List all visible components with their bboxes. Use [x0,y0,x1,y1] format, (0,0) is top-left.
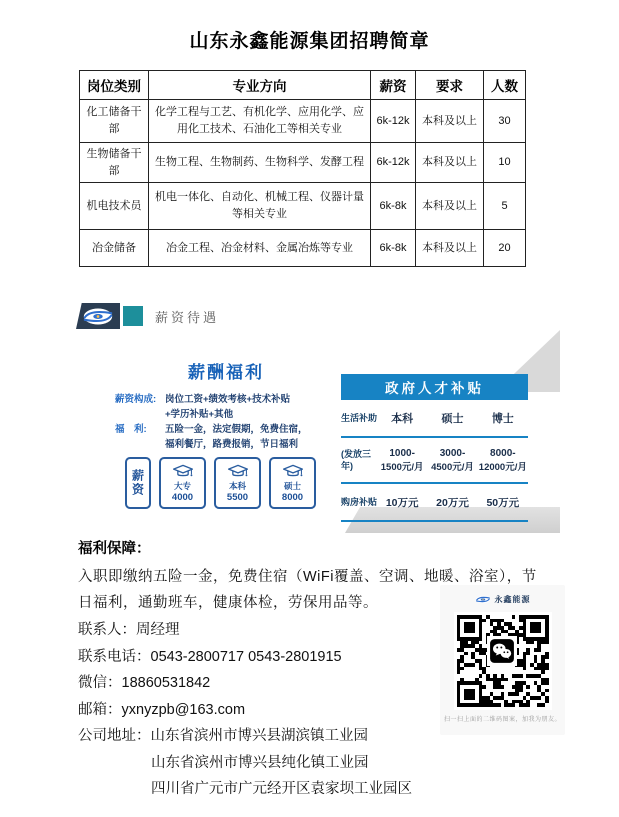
company-logo-icon [76,303,120,329]
housing-value: 10万元 [385,496,419,509]
grant-range-low: 8000- [490,447,516,459]
cell-count: 10 [484,143,526,183]
cell-requirement: 本科及以上 [416,183,484,230]
col-header-salary: 薪资 [371,71,416,100]
cell-count: 20 [484,230,526,267]
grant-value [478,448,528,473]
contact-phone: 联系电话：0543-2800717 0543-2801915 [78,648,342,665]
cell-majors: 冶金工程、冶金材料、金属冶炼等专业 [149,230,371,267]
housing-value: 50万元 [486,496,520,509]
qr-caption: 扫一扫上面的二维码图案，加我为朋友。 [443,717,561,723]
level-amount: 4000 [171,491,194,503]
cell-salary: 6k-8k [371,183,416,230]
cell-position: 生物储备干部 [80,143,149,183]
salary-box: 薪资 [125,457,151,509]
degree-benke: 本科 [391,413,414,425]
level-box-shuoshi [269,457,316,509]
address-label: 公司地址： [78,728,151,744]
cell-requirement: 本科及以上 [416,143,484,183]
table-row [80,143,526,183]
grant-range-high: 12000元/月 [478,461,527,473]
grant-range-high: 1500元/月 [380,461,424,473]
graduation-cap-icon [281,464,305,479]
cell-position: 机电技术员 [80,183,149,230]
graduation-cap-icon [171,464,195,479]
qr-brand-row [440,585,565,605]
grant-period-label: (发放三年) [341,449,371,471]
subsidy-degree-row [341,400,528,436]
address-1: 山东省滨州市博兴县湖滨镇工业园 [150,728,368,744]
jobs-table-header-row [80,71,526,100]
col-header-count: 人数 [484,71,526,100]
eye-swoosh-icon [81,307,115,326]
cell-majors: 机电一体化、自动化、机械工程、仪器计量等相关专业 [149,183,371,230]
grant-value [427,448,477,473]
contact-email: 邮箱：yxnyzpb@163.com [78,701,246,718]
salary-infographic [60,330,560,535]
level-amount: 5500 [226,491,249,503]
subsidy-title: 政府人才补贴 [341,374,528,400]
contact-wechat: 微信：18860531842 [78,675,211,691]
jobs-table [79,70,526,267]
divider [341,520,528,522]
structure-line2: +学历补贴+其他 [165,409,234,420]
cell-majors: 化学工程与工艺、有机化学、应用化学、应用化工技术、石油化工等相关专业 [149,100,371,143]
col-header-requirement: 要求 [416,71,484,100]
cell-position: 化工储备干部 [80,100,149,143]
cell-salary: 6k-12k [371,100,416,143]
table-row [80,100,526,143]
degree-boshi: 博士 [491,413,514,425]
subsidy-grant-row [341,438,528,482]
wechat-qr-card [440,585,565,735]
welfare-line1: 五险一金，法定假期，免费住宿， [165,424,308,435]
salary-level-boxes [115,457,337,509]
housing-subsidy-label: 购房补贴 [341,497,378,507]
welfare-heading: 福利保障： [78,541,151,557]
page-title: 山东永鑫能源集团招聘简章 [189,31,430,52]
welfare-body: 入职即缴纳五险一金，免费住宿（WiFi覆盖、空调、地暖、浴室），节日福利，通勤班车，健康体检，劳保用品等。 [78,569,537,611]
graduation-cap-icon [226,464,250,479]
salary-section-header [76,303,219,329]
compensation-panel [115,358,337,509]
cell-salary: 6k-12k [371,143,416,183]
grant-range-low: 3000- [439,447,466,459]
grant-range-low: 1000- [389,447,415,459]
grant-range-high: 4500元/月 [431,461,474,473]
level-amount: 8000 [281,491,304,503]
col-header-position: 岗位类别 [80,71,149,100]
government-subsidy-panel [341,374,528,522]
teal-square-icon [123,306,143,326]
contact-block [78,617,412,803]
compensation-title: 薪酬福利 [188,363,264,382]
cell-requirement: 本科及以上 [416,230,484,267]
subsidy-housing-row [341,484,528,520]
cell-count: 30 [484,100,526,143]
welfare-label: 福 利: [115,424,147,435]
contact-person: 联系人：周经理 [78,622,180,638]
cell-position: 冶金储备 [80,230,149,267]
cell-requirement: 本科及以上 [416,100,484,143]
level-box-dazhuan [159,457,206,509]
structure-label: 薪资构成: [115,394,157,405]
housing-value: 20万元 [436,496,469,509]
qr-brand-name: 永鑫能源 [494,595,531,604]
level-box-benke [214,457,261,509]
address-3: 四川省广元市广元经开区袁家坝工业园区 [151,781,412,797]
table-row [80,230,526,267]
wechat-icon [487,636,517,666]
eye-swoosh-icon [475,595,491,604]
contact-address-line [78,723,412,750]
cell-count: 5 [484,183,526,230]
level-degree: 硕士 [283,480,301,491]
level-degree: 大专 [173,480,191,491]
col-header-majors: 专业方向 [149,71,371,100]
cell-majors: 生物工程、生物制药、生物科学、发酵工程 [149,143,371,183]
table-row [80,183,526,230]
cell-salary: 6k-8k [371,230,416,267]
welfare-line2: 福利餐厅，路费报销，节日福利 [165,439,299,450]
compensation-details [115,392,337,452]
degree-shuoshi: 硕士 [441,413,464,425]
structure-line1: 岗位工资+绩效考核+技术补贴 [165,394,291,405]
address-2: 山东省滨州市博兴县纯化镇工业园 [151,754,369,771]
living-subsidy-label: 生活补助 [341,413,378,423]
grant-value [377,448,427,473]
section-label: 薪资待遇 [155,309,220,325]
level-degree: 本科 [228,480,246,491]
